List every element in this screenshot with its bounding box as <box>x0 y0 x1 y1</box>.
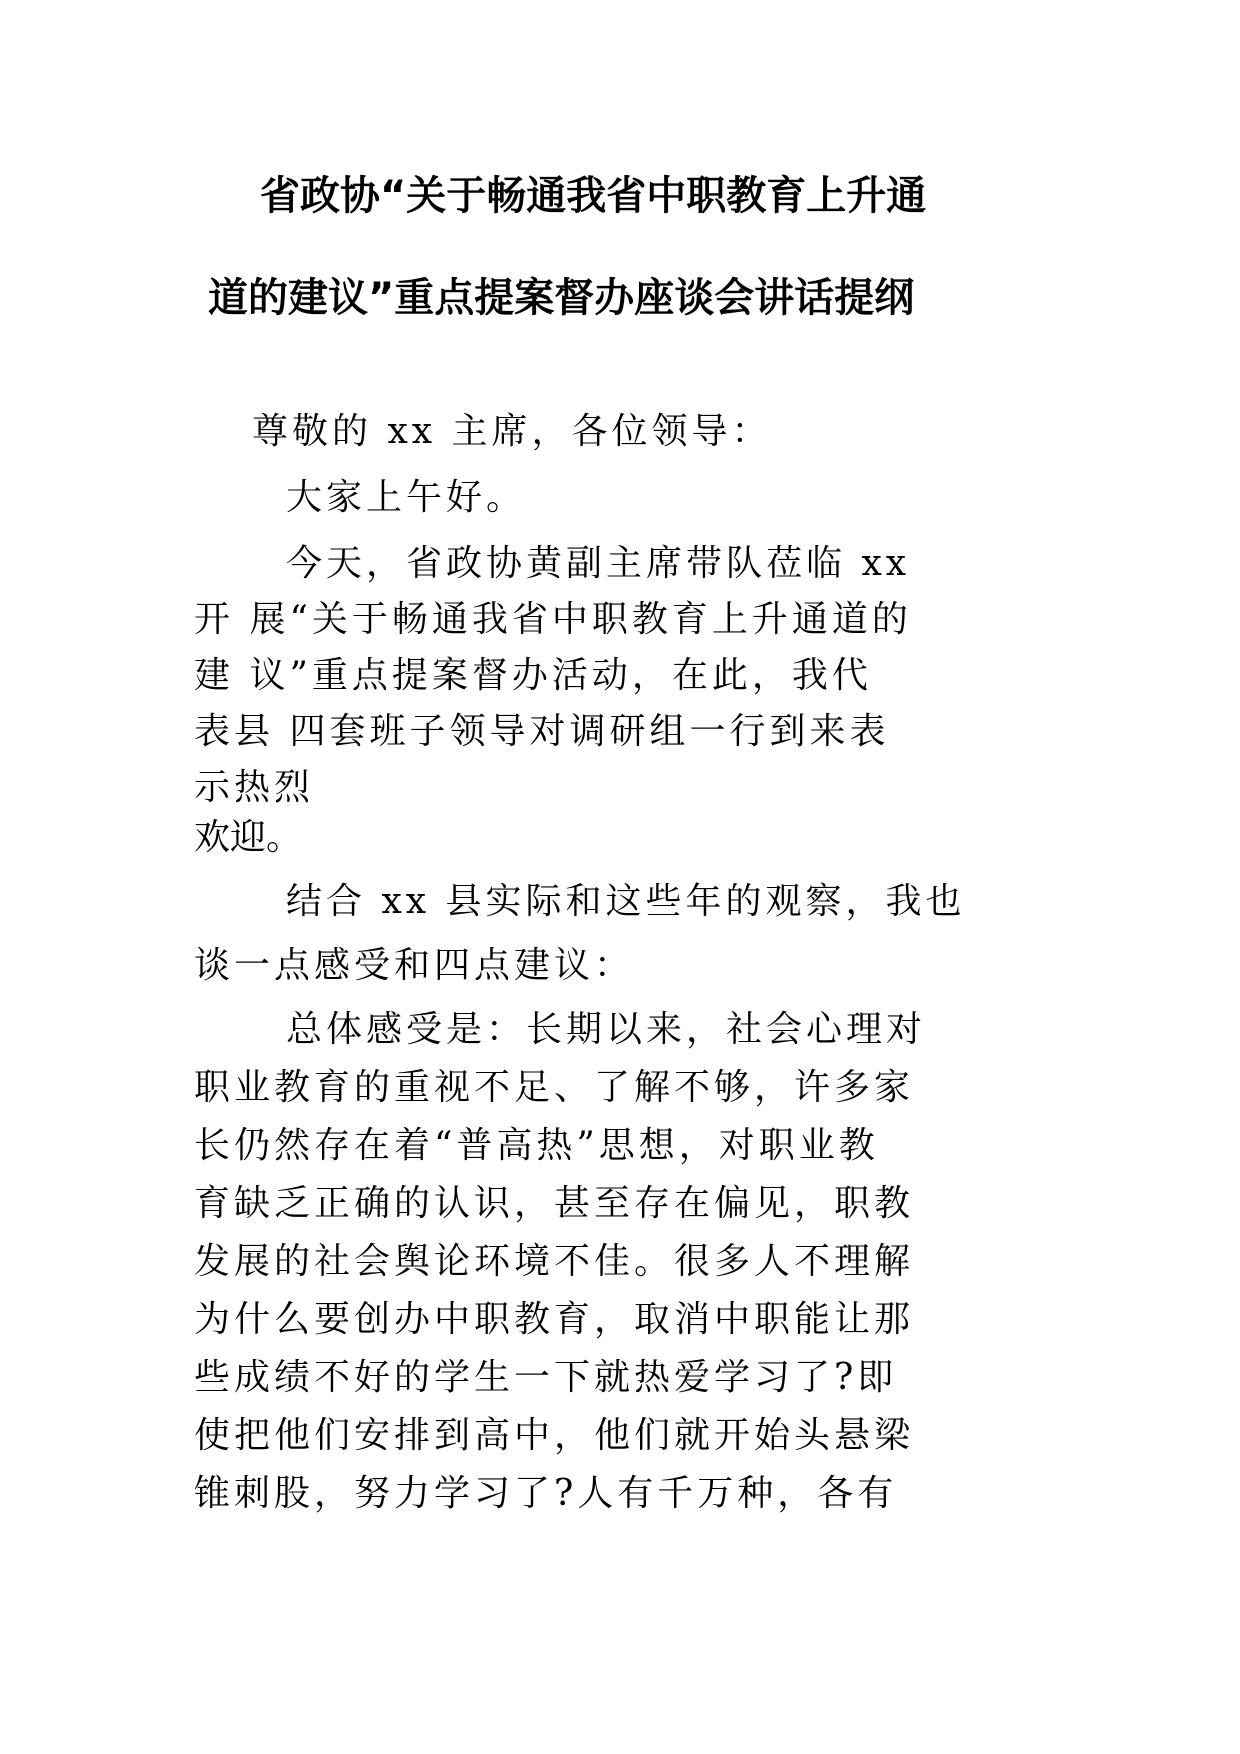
paragraph-line: 欢迎。 <box>194 817 303 858</box>
paragraph-line: 今天，省政协黄副主席带队莅临 xx <box>286 543 911 584</box>
paragraph-line: 使把他们安排到高中，他们就开始头悬梁 <box>194 1415 915 1456</box>
paragraph-line: 示热烈 <box>194 767 315 808</box>
paragraph-line: 建 议”重点提案督办活动，在此，我代 <box>194 655 872 696</box>
document-title-line-1: 省政协“关于畅通我省中职教育上升通 <box>260 173 927 219</box>
paragraph-line: 育缺乏正确的认识，甚至存在偏见，职教 <box>194 1183 915 1224</box>
paragraph-line: 发展的社会舆论环境不佳。很多人不理解 <box>194 1241 915 1282</box>
paragraph-line: 谈一点感受和四点建议： <box>194 945 635 986</box>
paragraph-line: 总体感受是：长期以来，社会心理对 <box>286 1009 927 1050</box>
paragraph-line: 结合 xx 县实际和这些年的观察，我也 <box>286 881 966 922</box>
paragraph-line: 表县 四套班子领导对调研组一行到来表 <box>194 711 890 752</box>
paragraph-line: 为什么要创办中职教育，取消中职能让那 <box>194 1299 915 1340</box>
paragraph-line: 开 展“关于畅通我省中职教育上升通道的 <box>194 599 912 640</box>
greeting: 大家上午好。 <box>286 477 527 518</box>
document-title-line-2: 道的建议”重点提案督办座谈会讲话提纲 <box>208 275 915 321</box>
paragraph-line: 长仍然存在着“普高热”思想，对职业教 <box>194 1125 879 1166</box>
salutation: 尊敬的 xx 主席，各位领导： <box>252 411 772 452</box>
paragraph-line: 职业教育的重视不足、了解不够，许多家 <box>194 1067 915 1108</box>
paragraph-line: 锥刺股，努力学习了?人有千万种，各有 <box>194 1473 898 1514</box>
paragraph-line: 些成绩不好的学生一下就热爱学习了?即 <box>194 1357 898 1398</box>
